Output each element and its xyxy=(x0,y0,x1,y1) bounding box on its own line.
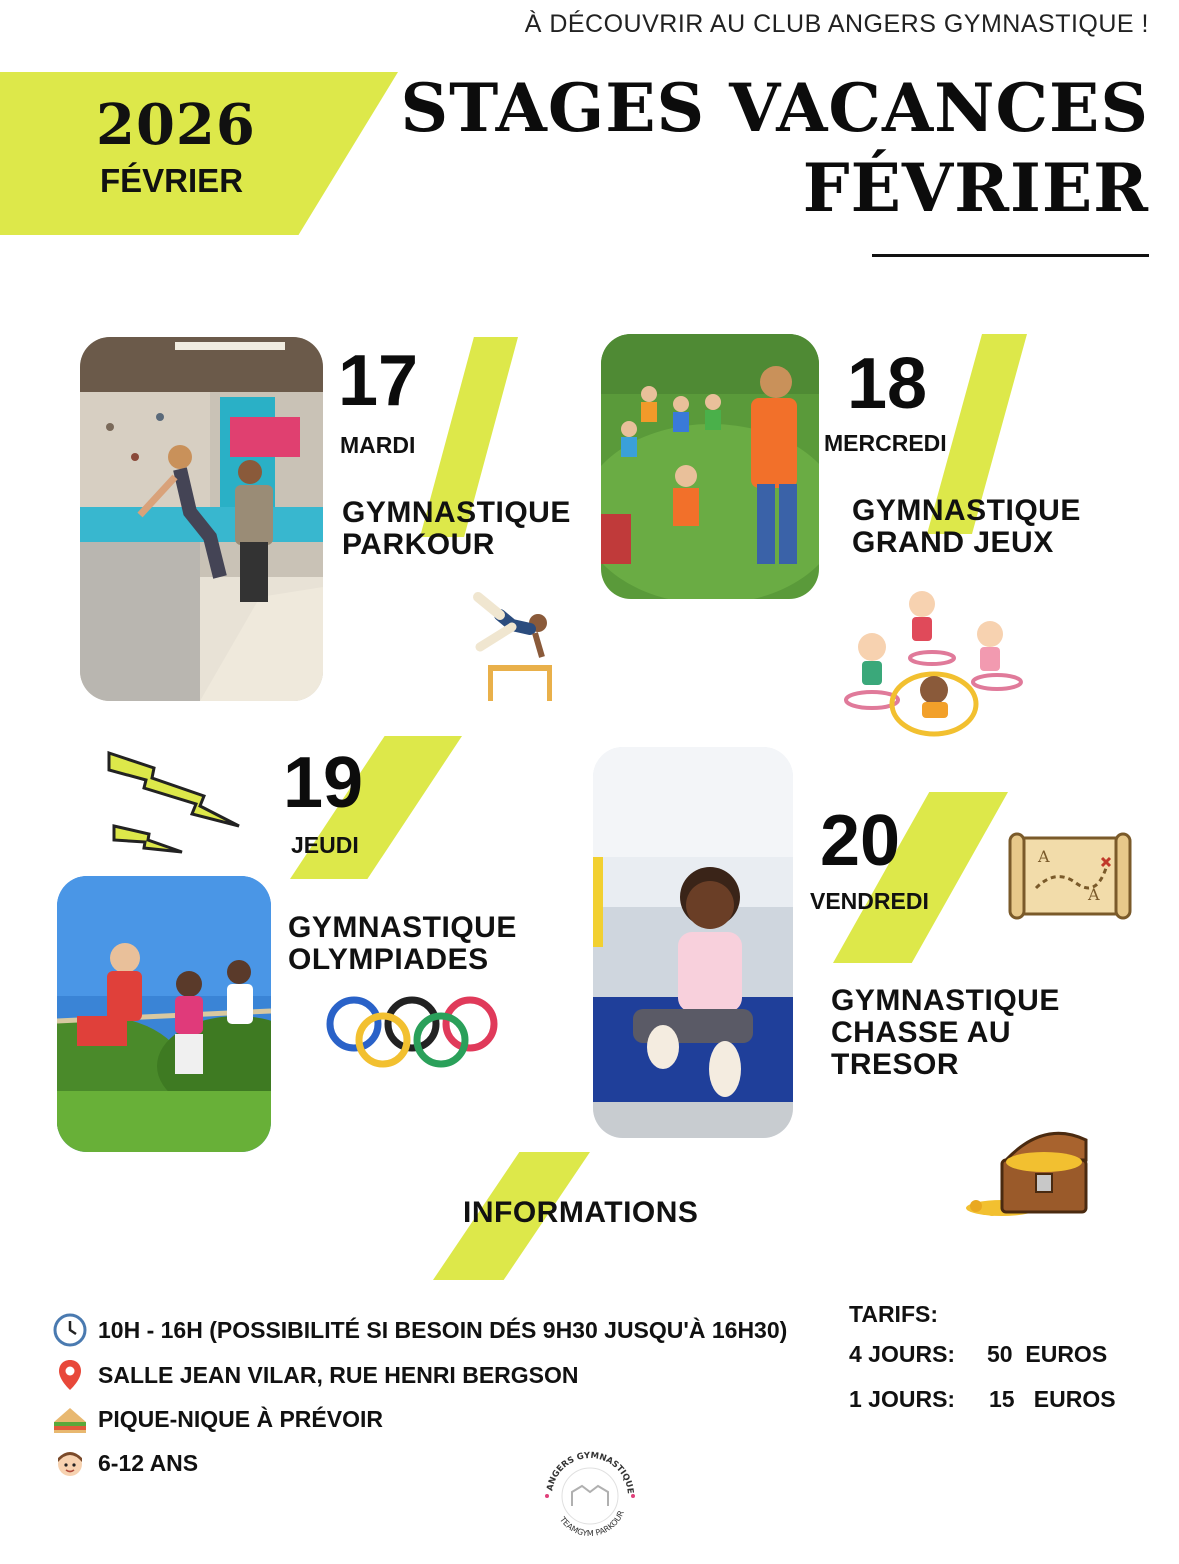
parkour-photo xyxy=(80,337,323,701)
tarif-4-jours-label: 4 JOURS: xyxy=(849,1341,956,1367)
page-title xyxy=(400,68,1149,228)
info-age: 6-12 ANS xyxy=(98,1449,199,1476)
svg-text:A: A xyxy=(1038,847,1050,866)
tarif-4-jours-value: 50 EUROS xyxy=(987,1341,1108,1367)
info-hours: 10H - 16H (POSSIBILITÉ SI BESOIN DÉS 9H30 JUSQU'À 16H30) xyxy=(98,1316,788,1343)
logo-bottom-text: TEAMGYM PARKOUR xyxy=(557,1509,626,1539)
grand-jeux-photo xyxy=(601,334,819,599)
info-lunch-row xyxy=(52,1400,383,1438)
parkour-vault-icon xyxy=(460,585,560,709)
tarifs-title: TARIFS: xyxy=(849,1301,939,1327)
tarif-1-jour-value: 15 EUROS xyxy=(989,1386,1116,1412)
svg-text:A: A xyxy=(1088,885,1100,904)
day19-name: JEUDI xyxy=(291,832,359,858)
day19-activity: GYMNASTIQUE OLYMPIADES xyxy=(288,911,517,976)
info-hours-row xyxy=(52,1311,787,1349)
location-pin-icon xyxy=(52,1357,88,1393)
info-title: INFORMATIONS xyxy=(463,1196,699,1229)
day17-name: MARDI xyxy=(340,432,416,458)
sandwich-icon xyxy=(52,1401,88,1437)
tagline: À DÉCOUVRIR AU CLUB ANGERS GYMNASTIQUE ! xyxy=(524,10,1149,38)
treasure-map-icon xyxy=(1006,828,1134,928)
month-label: FÉVRIER xyxy=(100,162,244,199)
day20-number: 20 xyxy=(820,801,901,881)
day18-activity: GYMNASTIQUE GRAND JEUX xyxy=(852,494,1081,559)
lightning-bolt-icon xyxy=(104,748,244,864)
info-lunch: PIQUE-NIQUE À PRÉVOIR xyxy=(98,1405,383,1432)
day17-number: 17 xyxy=(338,341,419,421)
info-location: SALLE JEAN VILAR, RUE HENRI BERGSON xyxy=(98,1361,579,1388)
olympiades-photo xyxy=(57,876,271,1152)
logo-top-text: ANGERS GYMNASTIQUE xyxy=(545,1450,635,1495)
kids-playing-icon xyxy=(842,582,1032,741)
club-logo xyxy=(538,1444,642,1548)
year-label: 2026 xyxy=(96,92,256,158)
info-age-row xyxy=(52,1444,198,1482)
title-underline xyxy=(872,254,1149,257)
day18-number: 18 xyxy=(847,344,928,424)
day20-activity: GYMNASTIQUE CHASSE AU TRESOR xyxy=(831,984,1060,1081)
info-location-row xyxy=(52,1356,579,1394)
child-face-icon xyxy=(52,1445,88,1481)
treasure-chest-icon xyxy=(962,1120,1098,1224)
page-title-line2: FÉVRIER xyxy=(802,149,1149,227)
day19-number: 19 xyxy=(283,743,364,823)
olympic-rings-icon xyxy=(326,992,502,1072)
day17-activity: GYMNASTIQUE PARKOUR xyxy=(342,496,571,561)
day18-name: MERCREDI xyxy=(824,430,947,456)
chasse-tresor-photo xyxy=(593,747,793,1138)
page-title-line1: STAGES VACANCES xyxy=(400,69,1149,147)
clock-icon xyxy=(52,1312,88,1348)
day20-name: VENDREDI xyxy=(810,888,929,914)
tarif-1-jour-label: 1 JOURS: xyxy=(849,1386,956,1412)
